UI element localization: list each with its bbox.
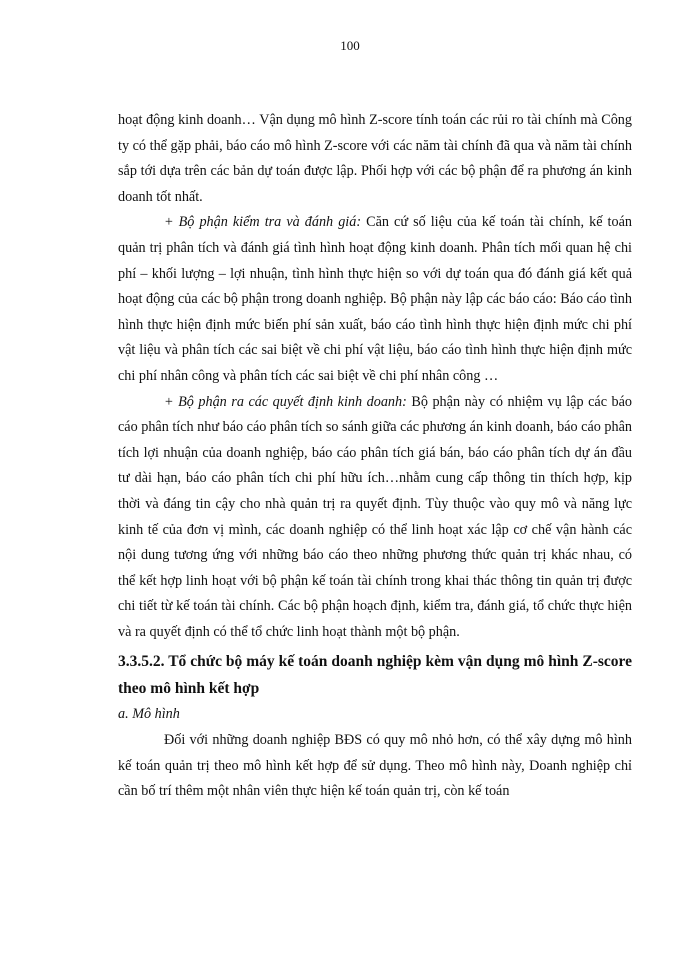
paragraph-inspection-department bbox=[118, 210, 632, 389]
document-body bbox=[118, 108, 632, 805]
paragraph-text-inspection: Căn cứ số liệu của kế toán tài chính, kế toán quản trị phân tích và đánh giá tình hình hoạt động kinh doanh. Phân tích mối quan hệ chi phí – khối lượng – lợi nhuận, tình hình thực hiện so với dự toán qua đó đánh giá kết quả hoạt động của các bộ phận trong doanh nghiệp. Bộ phận này lập các báo cáo: Báo cáo tình hình thực hiện định mức biến phí sản xuất, báo cáo tình hình thực hiện định mức chi phí vật liệu và phân tích các sai biệt về chi phí vật liệu, báo cáo tình hình thực hiện định mức chi phí nhân công và phân tích các sai biệt về chi phí nhân công … bbox=[118, 214, 632, 384]
paragraph-text-decision: Bộ phận này có nhiệm vụ lập các báo cáo phân tích như báo cáo phân tích so sánh giữa các phương án kinh doanh, báo cáo phân tích lợi nhuận của doanh nghiệp, báo cáo phân tích giá bán, báo cáo phân tích dự án đầu tư dài hạn, báo cáo phân tích chi phí hữu ích…nhằm cung cấp thông tin thích hợp, kịp thời và đáng tin cậy cho nhà quản trị ra quyết định. Tùy thuộc vào quy mô và năng lực kinh tế của đơn vị mình, các doanh nghiệp có thể linh hoạt xác lập cơ chế vận hành các nội dung tương ứng với những báo cáo theo những phương thức quản trị khác nhau, có thể kết hợp linh hoạt với bộ phận kế toán tài chính trong khai thác thông tin quản trị được chi tiết từ kế toán tài chính. Các bộ phận hoạch định, kiểm tra, đánh giá, tổ chức thực hiện và ra quyết định có thể tổ chức linh hoạt thành một bộ phận. bbox=[118, 393, 633, 640]
role-lead-inspection: + Bộ phận kiểm tra và đánh giá: bbox=[164, 214, 362, 231]
section-heading: 3.3.5.2. Tổ chức bộ máy kế toán doanh nghiệp kèm vận dụng mô hình Z-score theo mô hình kết hợp bbox=[118, 653, 632, 698]
subsection-heading: a. Mô hình bbox=[118, 706, 180, 723]
paragraph-intro: hoạt động kinh doanh… Vận dụng mô hình Z-score tính toán các rủi ro tài chính mà Công ty có thể gặp phải, báo cáo mô hình Z-score với các năm tài chính đã qua và năm tài chính sắp tới dựa trên các bản dự toán được lập. Phối hợp với các bộ phận để ra phương án kinh doanh tốt nhất. bbox=[118, 112, 632, 205]
page-number: 100 bbox=[340, 38, 360, 53]
paragraph-model: Đối với những doanh nghiệp BĐS có quy mô nhỏ hơn, có thể xây dựng mô hình kế toán quản trị theo mô hình kết hợp để sử dụng. Theo mô hình này, Doanh nghiệp chỉ cần bố trí thêm một nhân viên thực hiện kế toán quản trị, còn kế toán bbox=[118, 732, 632, 800]
role-lead-decision: + Bộ phận ra các quyết định kinh doanh: bbox=[164, 393, 407, 410]
paragraph-decision-department bbox=[118, 390, 632, 646]
